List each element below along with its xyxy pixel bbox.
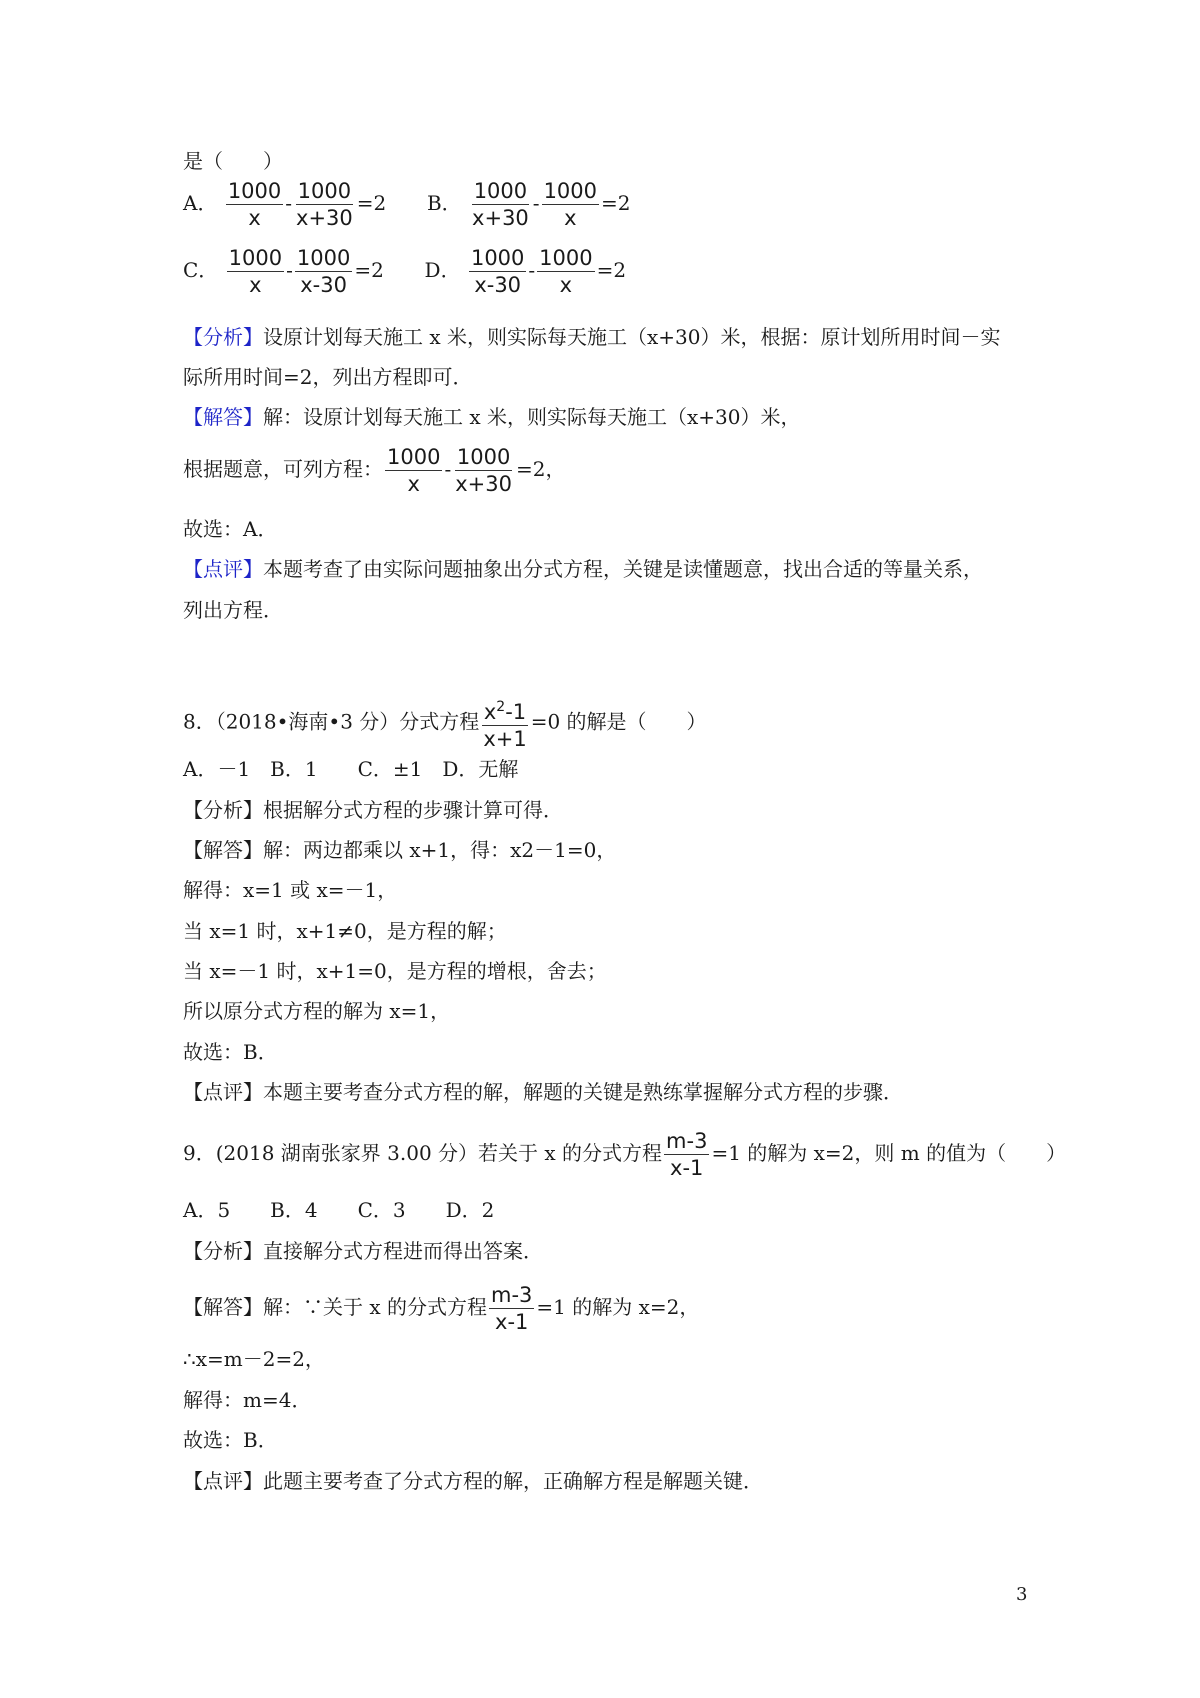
q9-answer-fraction: $\frac{m-3}{x-1}$	[491, 1283, 533, 1334]
q7-analysis-tag: 【分析】	[183, 325, 263, 349]
q7-options-cd: C． $\frac{1000}{x}$ - $\frac{1000}{x-30}$ =2 D． $\frac{1000}{x-30}$ - $\frac{1000}{x}$ =2	[183, 246, 627, 297]
q8-stem: 8．（2018•海南•3 分）分式方程 $\frac{x^2-1}{x+1}$ =0 的解是（ ）	[183, 694, 707, 752]
q9-stem: 9．(2018 湖南张家界 3.00 分）若关于 x 的分式方程 $\frac{m-3}{x-1}$ =1 的解为 x=2，则 m 的值为（ ）	[183, 1129, 1067, 1180]
q8-options: A．－1 B．1 C．±1 D．无解	[183, 757, 519, 781]
q7-option-d-frac2: $\frac{1000}{x}$	[539, 246, 593, 297]
q7-option-a-frac2: $\frac{1000}{x+30}$	[296, 179, 353, 230]
q7-option-c-frac1: $\frac{1000}{x}$	[228, 246, 283, 297]
q7-answer-frac2: $\frac{1000}{x+30}$	[455, 445, 512, 496]
q7-option-d-frac1: $\frac{1000}{x-30}$	[470, 246, 525, 297]
q7-stem-tail: 是（ ）	[183, 149, 283, 173]
q7-option-b-frac2: $\frac{1000}{x}$	[543, 179, 598, 230]
q7-comment-tag: 【点评】	[183, 557, 263, 581]
q7-option-c-label: C．	[183, 258, 219, 282]
q7-answer-line1: 【解答】解：设原计划每天施工 x 米，则实际每天施工（x+30）米，	[183, 405, 801, 429]
q8-answer-line4: 当 x=－1 时，x+1=0，是方程的增根，舍去；	[183, 959, 607, 983]
q9-options: A．5 B．4 C．3 D．2	[183, 1198, 495, 1222]
q7-option-b-frac1: $\frac{1000}{x+30}$	[472, 179, 529, 230]
q7-option-c-frac2: $\frac{1000}{x-30}$	[296, 246, 351, 297]
q9-analysis: 【分析】直接解分式方程进而得出答案．	[183, 1239, 543, 1263]
q8-fraction: $\frac{x^2-1}{x+1}$	[481, 694, 528, 752]
q7-choose: 故选：A．	[183, 517, 278, 541]
q7-option-a-label: A．	[183, 191, 218, 215]
q8-answer-line5: 所以原分式方程的解为 x=1，	[183, 999, 451, 1023]
q7-options-ab: A． $\frac{1000}{x}$ - $\frac{1000}{x+30}$ =2 B． $\frac{1000}{x+30}$ - $\frac{1000}{x}$ =2	[183, 179, 631, 230]
q7-option-b-label: B．	[426, 191, 462, 215]
q7-comment-line1: 【点评】本题考查了由实际问题抽象出分式方程，关键是读懂题意，找出合适的等量关系，	[183, 557, 983, 581]
q7-analysis-line1: 【分析】设原计划每天施工 x 米，则实际每天施工（x+30）米，根据：原计划所用时间－实	[183, 325, 1001, 349]
q8-comment: 【点评】本题主要考查分式方程的解，解题的关键是熟练掌握解分式方程的步骤．	[183, 1080, 903, 1104]
q9-answer-line1: 【解答】解：∵关于 x 的分式方程 $\frac{m-3}{x-1}$ =1 的解为 x=2，	[183, 1283, 700, 1334]
q7-answer-tag: 【解答】	[183, 405, 263, 429]
q8-answer-line3: 当 x=1 时，x+1≠0，是方程的解；	[183, 919, 507, 943]
q7-answer-line2: 根据题意，可列方程： $\frac{1000}{x}$ - $\frac{1000}{x+30}$ =2，	[183, 445, 566, 496]
q7-analysis-line2: 际所用时间=2，列出方程即可．	[183, 365, 473, 389]
q9-answer-line3: 解得：m=4．	[183, 1388, 312, 1412]
q8-choose: 故选：B．	[183, 1040, 278, 1064]
q7-answer-frac1: $\frac{1000}{x}$	[387, 445, 441, 496]
page-number: 3	[1016, 1584, 1028, 1605]
q8-answer-line2: 解得：x=1 或 x=－1，	[183, 878, 398, 902]
q9-comment: 【点评】此题主要考查了分式方程的解，正确解方程是解题关键．	[183, 1469, 763, 1493]
q7-option-d-label: D．	[424, 258, 461, 282]
q8-analysis: 【分析】根据解分式方程的步骤计算可得．	[183, 798, 563, 822]
q9-answer-line2: ∴x=m－2=2，	[183, 1347, 325, 1371]
q7-option-a-frac1: $\frac{1000}{x}$	[227, 179, 282, 230]
q8-answer-line1: 【解答】解：两边都乘以 x+1，得：x2－1=0，	[183, 838, 617, 862]
q9-choose: 故选：B．	[183, 1428, 278, 1452]
q9-fraction: $\frac{m-3}{x-1}$	[666, 1129, 708, 1180]
q7-comment-line2: 列出方程．	[183, 598, 283, 622]
